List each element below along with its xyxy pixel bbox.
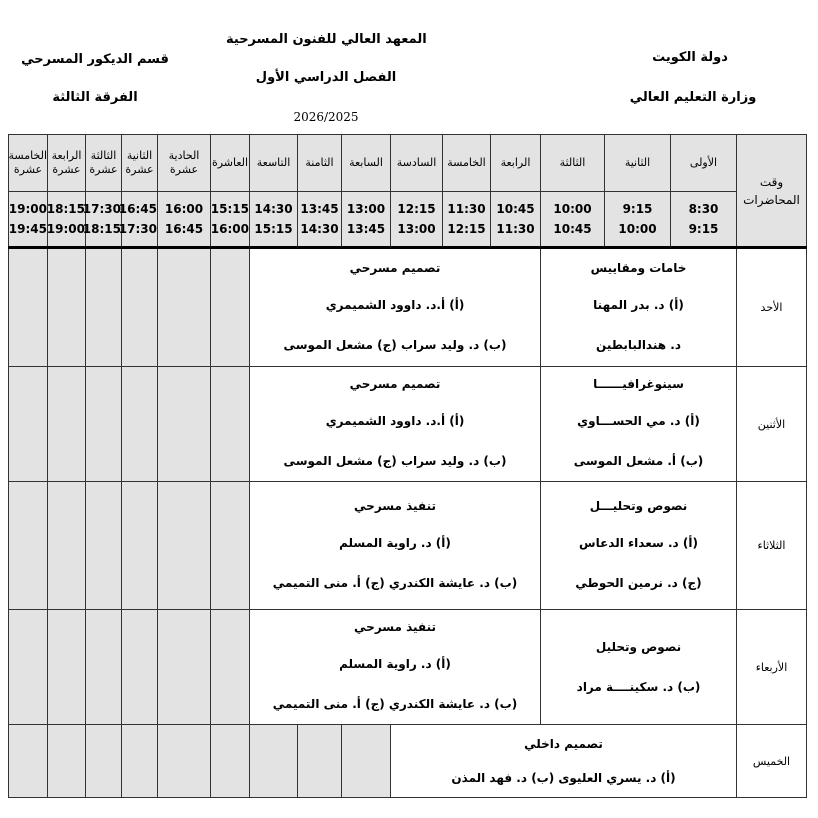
empty-cell	[86, 248, 122, 367]
period-time	[211, 192, 250, 248]
empty-cell	[86, 725, 122, 798]
period-start: 11:30	[447, 202, 486, 216]
course-instructor: (ب) د. عايشة الكندري (ج) أ. منى التميمي	[272, 575, 518, 590]
period-end: 10:00	[618, 222, 657, 236]
course-instructor: د. هندالبابطين	[596, 337, 681, 352]
course-instructor: (أ) د. راوية المسلم	[339, 657, 451, 671]
period-end: 17:30	[118, 222, 157, 236]
period-start: 13:00	[346, 202, 386, 216]
empty-cell	[48, 482, 86, 610]
empty-cell	[122, 482, 158, 610]
empty-cell	[122, 367, 158, 482]
period-end: 14:30	[300, 222, 339, 236]
period-start: 17:30	[82, 202, 121, 216]
period-end: 12:15	[447, 222, 486, 236]
empty-cell	[122, 248, 158, 367]
empty-cell	[211, 367, 250, 482]
period-name: التاسعة	[250, 135, 298, 192]
academic-year: 2026/2025	[293, 110, 359, 124]
empty-cell	[158, 482, 211, 610]
course-instructor: (ب) د. وليد سراب (ج) مشعل الموسى	[283, 337, 507, 352]
empty-cell	[158, 248, 211, 367]
empty-cell	[9, 482, 48, 610]
period-name: الثالثة عشرة	[86, 135, 122, 192]
course-title: تصميم مسرحي	[349, 260, 441, 275]
course-instructor: (أ) أ.د. داوود الشميمري	[325, 297, 465, 312]
course-instructor: (ب) د. وليد سراب (ج) مشعل الموسى	[283, 454, 507, 468]
course-block	[250, 610, 541, 725]
period-end: 16:45	[164, 222, 204, 236]
period-name: الثانية عشرة	[122, 135, 158, 192]
period-time	[82, 192, 122, 248]
course-instructor: (أ) د. بدر المهنا	[593, 297, 684, 312]
course-block	[391, 725, 737, 798]
empty-cell	[9, 610, 48, 725]
period-name: الثامنة	[298, 135, 342, 192]
empty-cell	[48, 610, 86, 725]
period-time	[250, 192, 298, 248]
period-time	[391, 192, 443, 248]
period-end: 16:00	[210, 222, 249, 236]
course-title: تصميم داخلي	[524, 737, 603, 751]
course-instructor: (أ) د. سعداء الدعاس	[579, 535, 698, 550]
empty-cell	[86, 482, 122, 610]
period-start: 10:45	[496, 202, 535, 216]
period-end: 13:00	[397, 222, 436, 236]
course-instructor: (أ) د. مي الحســـاوي	[577, 414, 700, 428]
ministry-name: وزارة التعليم العالي	[629, 90, 757, 105]
empty-cell	[211, 248, 250, 367]
institute-title: المعهد العالي للفنون المسرحية	[226, 32, 427, 47]
period-start: 15:15	[210, 202, 249, 216]
period-time	[541, 192, 605, 248]
course-instructor: (أ) أ.د. داوود الشميمري	[325, 414, 465, 428]
course-title: نصوص وتحليل	[595, 640, 682, 654]
course-instructor: (أ) د. راوية المسلم	[339, 535, 451, 550]
period-time	[118, 192, 158, 248]
empty-cell	[298, 725, 342, 798]
empty-cell	[48, 248, 86, 367]
period-start: 16:00	[164, 202, 204, 216]
period-end: 11:30	[496, 222, 535, 236]
day-monday: الأثنين	[737, 367, 807, 482]
period-name: الرابعة	[491, 135, 541, 192]
period-start: 12:15	[397, 202, 436, 216]
empty-cell	[9, 367, 48, 482]
department-title: قسم الديكور المسرحي	[21, 52, 169, 67]
period-time	[491, 192, 541, 248]
period-end: 10:45	[553, 222, 592, 236]
time-header-cell	[737, 135, 807, 248]
period-time	[605, 192, 671, 248]
empty-cell	[342, 725, 391, 798]
period-end: 13:45	[346, 222, 386, 236]
course-block	[541, 248, 737, 367]
empty-cell	[86, 610, 122, 725]
course-title: تصميم مسرحي	[349, 377, 441, 391]
empty-cell	[48, 725, 86, 798]
course-block	[250, 248, 541, 367]
day-thursday: الخميس	[737, 725, 807, 798]
period-start: 9:15	[622, 202, 653, 216]
period-name: السابعة	[342, 135, 391, 192]
empty-cell	[211, 725, 250, 798]
period-name: الحادية عشرة	[158, 135, 211, 192]
class-level: الفرقة الثالثة	[52, 90, 138, 105]
period-end: 19:00	[46, 222, 85, 236]
course-block	[250, 367, 541, 482]
period-time	[158, 192, 211, 248]
period-end: 18:15	[82, 222, 121, 236]
period-start: 10:00	[553, 202, 592, 216]
period-name: الخامسة	[443, 135, 491, 192]
course-block	[250, 482, 541, 610]
period-name: الخامسة عشرة	[9, 135, 48, 192]
period-time	[48, 192, 86, 248]
empty-cell	[86, 367, 122, 482]
course-title: تنفيذ مسرحي	[354, 620, 436, 634]
period-end: 19:45	[8, 222, 47, 236]
period-start: 16:45	[118, 202, 157, 216]
course-title: تنفيذ مسرحي	[354, 498, 436, 513]
period-end: 15:15	[254, 222, 293, 236]
period-time	[671, 192, 737, 248]
course-block	[541, 482, 737, 610]
period-time	[298, 192, 342, 248]
state-name: دولة الكويت	[652, 50, 728, 65]
period-name: السادسة	[391, 135, 443, 192]
course-instructor: (ب) أ. مشعل الموسى	[573, 454, 704, 468]
period-time	[9, 192, 48, 248]
period-start: 18:15	[46, 202, 85, 216]
period-start: 13:45	[300, 202, 339, 216]
day-sunday: الأحد	[737, 248, 807, 367]
schedule-table	[8, 134, 807, 798]
term-title: الفصل الدراسي الأول	[255, 70, 397, 85]
course-instructor: (ب) د. عايشة الكندري (ج) أ. منى التميمي	[272, 697, 518, 711]
empty-cell	[158, 367, 211, 482]
empty-cell	[9, 725, 48, 798]
course-title: سينوغرافيــــــا	[593, 377, 684, 391]
empty-cell	[211, 482, 250, 610]
empty-cell	[158, 610, 211, 725]
empty-cell	[48, 367, 86, 482]
time-header-label: وقت المحاضرات	[743, 174, 800, 207]
course-instructor: (أ) د. يسري العليوى (ب) د. فهد المذن	[451, 771, 676, 785]
period-time	[342, 192, 391, 248]
course-title: نصوص وتحليـــل	[589, 498, 688, 513]
period-name: الثالثة	[541, 135, 605, 192]
empty-cell	[122, 610, 158, 725]
period-time	[443, 192, 491, 248]
course-instructor: (ج) د. نرمين الحوطي	[575, 575, 702, 590]
course-instructor: (ب) د. سكينــــة مراد	[576, 680, 701, 694]
period-end: 9:15	[688, 222, 719, 236]
period-start: 14:30	[254, 202, 293, 216]
course-block	[541, 610, 737, 725]
empty-cell	[9, 248, 48, 367]
period-name: العاشرة	[211, 135, 250, 192]
empty-cell	[211, 610, 250, 725]
course-block	[541, 367, 737, 482]
period-start: 8:30	[688, 202, 719, 216]
course-title: خامات ومقاييس	[590, 260, 687, 275]
period-name: الأولى	[671, 135, 737, 192]
day-wednesday: الأربعاء	[737, 610, 807, 725]
period-name: الثانية	[605, 135, 671, 192]
empty-cell	[250, 725, 298, 798]
empty-cell	[158, 725, 211, 798]
day-tuesday: الثلاثاء	[737, 482, 807, 610]
period-name: الرابعة عشرة	[48, 135, 86, 192]
empty-cell	[122, 725, 158, 798]
period-start: 19:00	[8, 202, 47, 216]
